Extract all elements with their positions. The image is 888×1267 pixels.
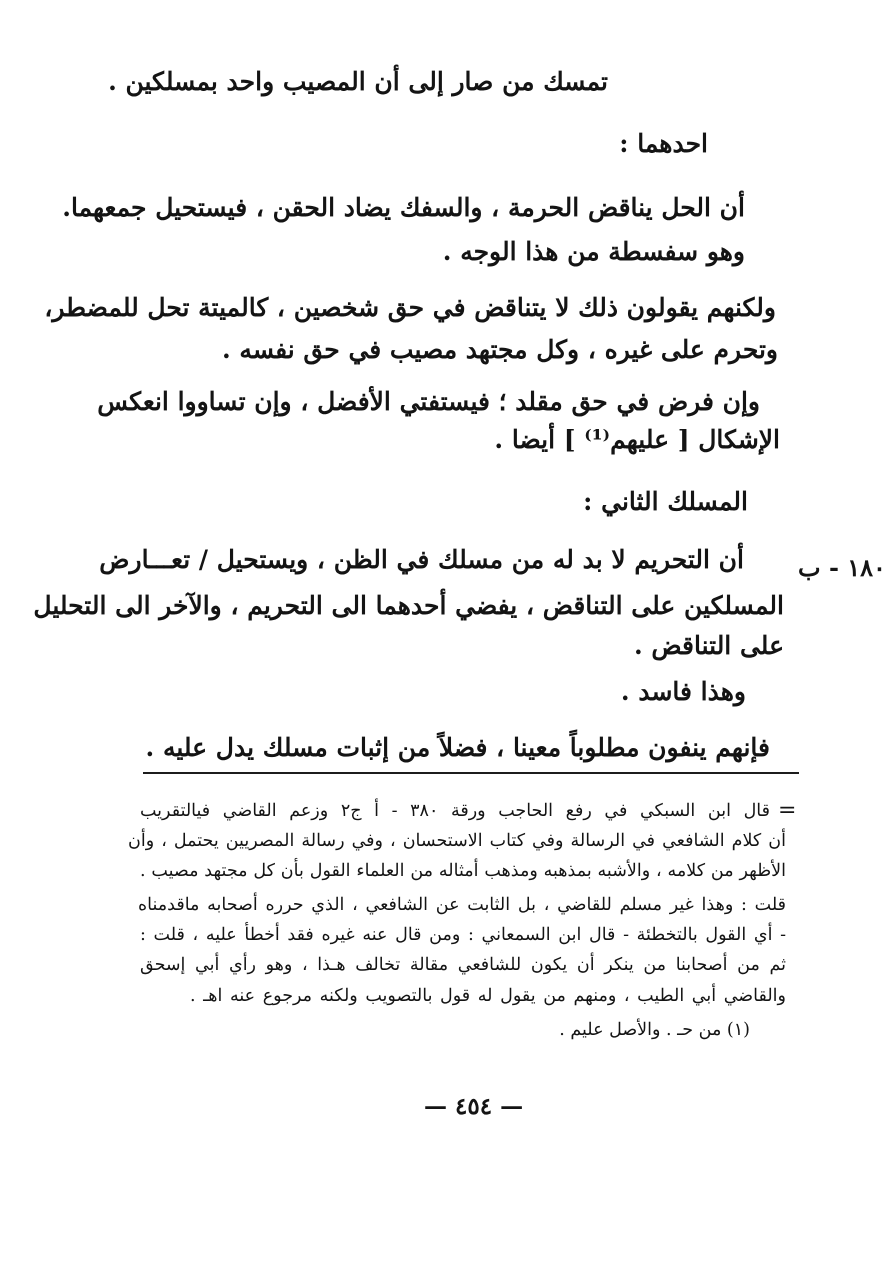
- para4-line-1: أن التحريم لا بد له من مسلك في الظن ، ويستحيل / تعـــارض: [99, 545, 744, 574]
- footnote-separator: [143, 772, 799, 774]
- para2-line-1: ولكنهم يقولون ذلك لا يتناقض في حق شخصين ، كالميتة تحل للمضطر،: [44, 293, 776, 322]
- para1-line-2: وهو سفسطة من هذا الوجه .: [442, 237, 745, 266]
- para3-line-2: الإشكال [ عليهم⁽¹⁾ ] أيضا .: [494, 425, 780, 454]
- folio-margin-reference: ١٨٠ - ب: [798, 553, 886, 582]
- footnote-note-1: (١) من حـ . والأصل عليم .: [559, 1020, 750, 1040]
- footnote-line-7: والقاضي أبي الطيب ، ومنهم من يقول له قول بالتصويب ولكنه مرجوع عنه اهـ .: [190, 986, 786, 1006]
- footnote-line-1: قال ابن السبكي في رفع الحاجب ورقة ٣٨٠ - أ ج٢ وزعم القاضي فيالتقريب: [140, 801, 770, 821]
- footnote-line-3: الأظهر من كلامه ، والأشبه بمذهبه ومذهب أمثاله من العلماء القول بأن كل مجتهد مصيب .: [140, 861, 786, 881]
- footnote-continuation-mark: =: [778, 798, 797, 823]
- heading-second: المسلك الثاني :: [583, 487, 748, 516]
- footnote-line-2: أن كلام الشافعي في الرسالة وفي كتاب الاستحسان ، وفي رسالة المصريين يحتمل ، وأن: [128, 831, 786, 851]
- heading-first: احدهما :: [619, 129, 708, 158]
- footnote-line-4: قلت : وهذا غير مسلم للقاضي ، بل الثابت عن الشافعي ، الذي حرره أصحابه ماقدمناه: [138, 895, 786, 915]
- body-line-1: تمسك من صار إلى أن المصيب واحد بمسلكين .: [108, 67, 608, 96]
- page-number: — ٤٥٤ —: [424, 1093, 524, 1120]
- para4-line-3: على التناقض .: [634, 631, 784, 660]
- para5: وهذا فاسد .: [620, 677, 746, 706]
- para4-line-2: المسلكين على التناقض ، يفضي أحدهما الى التحريم ، والآخر الى التحليل: [33, 591, 784, 620]
- para6: فإنهم ينفون مطلوباً معينا ، فضلاً من إثبات مسلك يدل عليه .: [145, 733, 770, 762]
- para1-line-1: أن الحل يناقض الحرمة ، والسفك يضاد الحقن ، فيستحيل جمعهما.: [62, 193, 745, 222]
- para2-line-2: وتحرم على غيره ، وكل مجتهد مصيب في حق نفسه .: [222, 335, 778, 364]
- footnote-line-5: - أي القول بالتخطئة - قال ابن السمعاني : ومن قال عنه غيره فقد أخطأ عليه ، قلت :: [140, 925, 786, 945]
- para3-line-1: وإن فرض في حق مقلد ؛ فيستفتي الأفضل ، وإن تساووا انعكس: [97, 387, 760, 416]
- footnote-line-6: ثم من أصحابنا من ينكر أن يكون للشافعي مقالة تخالف هـذا ، وهو رأي أبي إسحق: [140, 955, 786, 975]
